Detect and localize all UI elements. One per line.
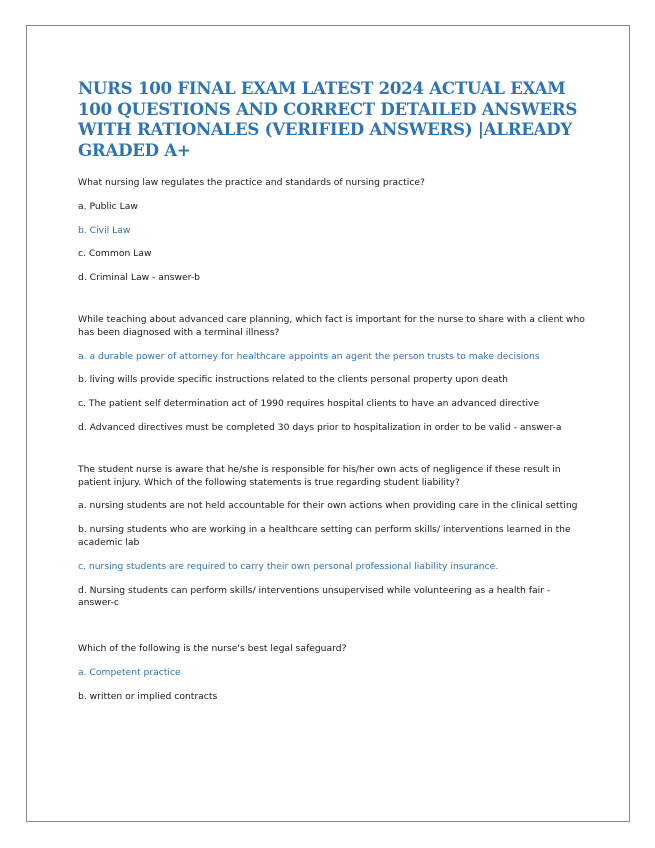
question-text: Which of the following is the nurse's best legal safeguard? (78, 643, 347, 655)
answer-option: b. living wills provide specific instructions related to the clients personal property upon death (78, 374, 508, 386)
question-block (78, 314, 588, 435)
answer-option: a. nursing students are not held accountable for their own actions when providing care in the clinical setting (78, 500, 578, 512)
answer-option-correct: b. Civil Law (78, 224, 131, 236)
document-content (78, 78, 588, 715)
spacer (78, 296, 588, 314)
answer-option-correct: c. nursing students are required to carry their own personal professional liability insurance. (78, 560, 499, 572)
document-page (26, 25, 630, 822)
answer-option: a. Public Law (78, 200, 138, 212)
spacer (78, 446, 588, 464)
answer-option-correct: a. Competent practice (78, 666, 181, 678)
question-block (78, 643, 588, 703)
answer-option: c. Common Law (78, 248, 152, 260)
question-text: While teaching about advanced care planning, which fact is important for the nurse to share with a client who has been diagnosed with a terminal illness? (78, 313, 585, 338)
spacer (78, 621, 588, 643)
question-block (78, 464, 588, 610)
question-text: The student nurse is aware that he/she is responsible for his/her own acts of negligence if these result in patient injury. Which of the following statements is true regarding student liability? (78, 463, 561, 488)
question-text: What nursing law regulates the practice and standards of nursing practice? (78, 177, 425, 188)
answer-option: d. Advanced directives must be completed 30 days prior to hospitalization in order to be valid - answer-a (78, 421, 562, 433)
answer-option: d. Nursing students can perform skills/ interventions unsupervised while volunteering as a health fair - answer-c (78, 584, 551, 609)
answer-option-correct: a. a durable power of attorney for healthcare appoints an agent the person trusts to make decisions (78, 350, 540, 362)
answer-option: b. nursing students who are working in a healthcare setting can perform skills/ interventions learned in the academic lab (78, 524, 571, 548)
answer-option: b. written or implied contracts (78, 690, 218, 702)
answer-option: d. Criminal Law - answer-b (78, 272, 201, 284)
document-title: NURS 100 FINAL EXAM LATEST 2024 ACTUAL EXAM 100 QUESTIONS AND CORRECT DETAILED ANSWERS WITH RATIONALES (VERIFIED ANSWERS) |ALREADY GRADED A+ (78, 78, 578, 160)
question-block (78, 177, 588, 285)
answer-option: c. The patient self determination act of 1990 requires hospital clients to have an advanced directive (78, 398, 540, 410)
